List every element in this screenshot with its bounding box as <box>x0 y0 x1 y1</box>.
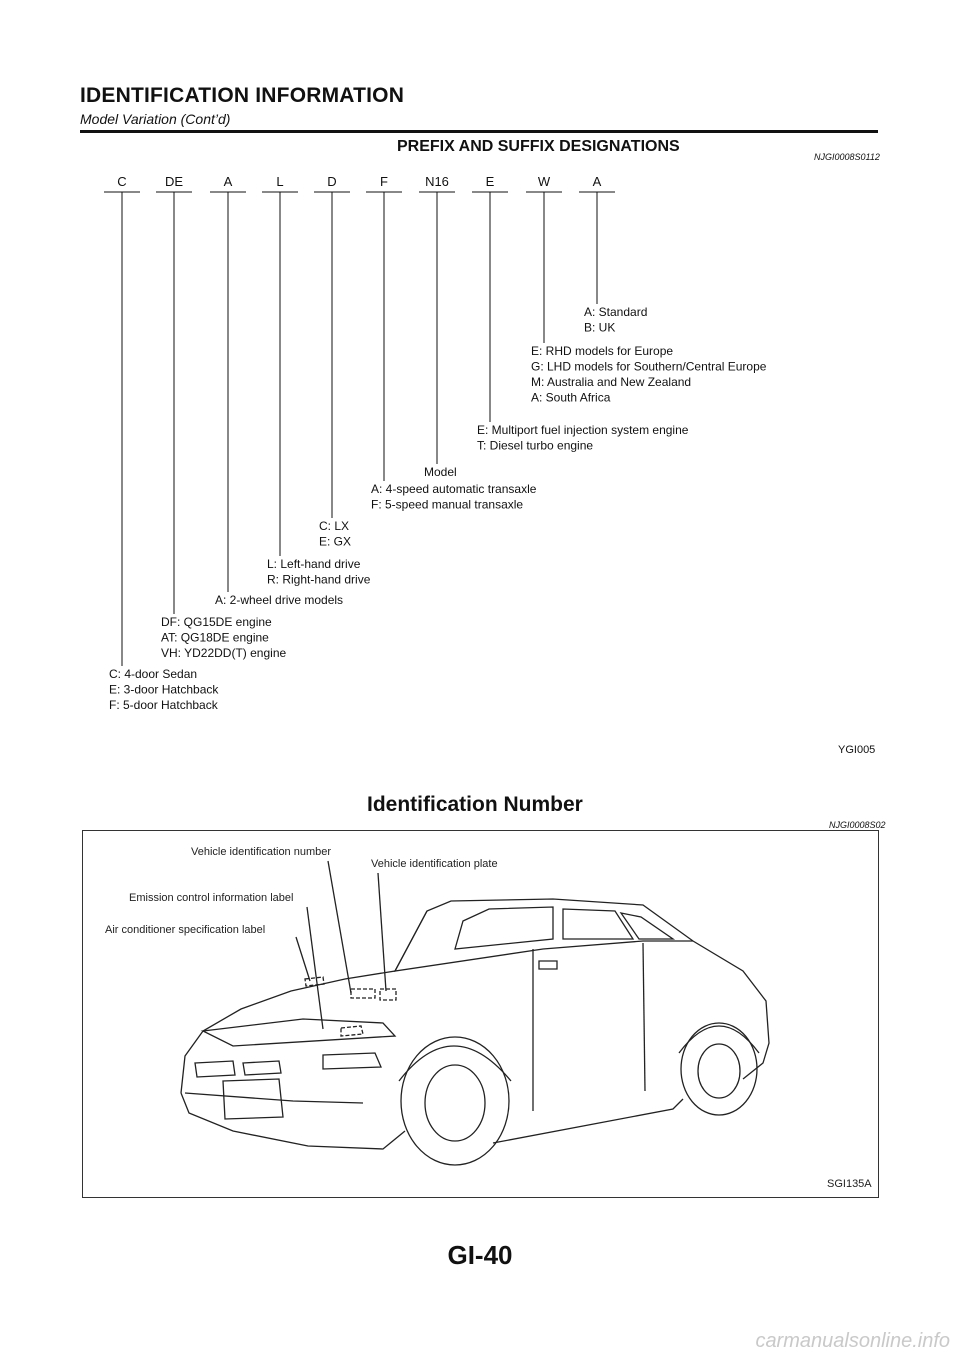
designation-description: VH: YD22DD(T) engine <box>161 646 287 660</box>
designation-letter: A <box>592 174 602 189</box>
identification-number-title: Identification Number <box>367 793 583 816</box>
designation-letter: E <box>485 174 495 189</box>
designation-description: C: 4-door Sedan <box>109 667 198 681</box>
designation-description: R: Right-hand drive <box>267 572 371 587</box>
designation-description: A: Standard <box>584 305 648 319</box>
emission-leader <box>307 907 323 1029</box>
plate-location <box>380 989 396 1000</box>
designation-description: T: Diesel turbo engine <box>477 438 594 453</box>
designation-description: DF: QG15DE engine <box>161 615 272 629</box>
identification-number-ref: NJGI0008S02 <box>829 820 886 830</box>
designation-description: M: Australia and New Zealand <box>531 375 692 389</box>
designation-description: L: Left-hand drive <box>267 557 361 571</box>
designation-description: A: 4-speed automatic transaxle <box>371 482 537 496</box>
designation-letter: A <box>223 174 233 189</box>
designation-letter: L <box>276 174 284 189</box>
designation-description: G: LHD models for Southern/Central Europe <box>531 359 767 374</box>
aircon-label: Air conditioner specification label <box>105 924 266 936</box>
designation-letter: C <box>117 174 127 189</box>
designation-description: E: GX <box>319 534 352 549</box>
page-number: GI-40 <box>447 1240 513 1270</box>
page-header-subtitle: Model Variation (Cont’d) <box>80 111 231 127</box>
designation-description: C: LX <box>319 519 350 533</box>
vin-location <box>351 989 375 998</box>
vin-label: Vehicle identification number <box>191 846 332 858</box>
aircon-leader <box>296 937 310 981</box>
car-outline <box>181 899 769 1149</box>
emission-location <box>341 1026 363 1036</box>
designation-letter: D <box>327 174 337 189</box>
designation-letter: N16 <box>425 174 449 189</box>
emission-label: Emission control information label <box>129 892 294 904</box>
footer-watermark-url: carmanualsonline.info <box>755 1330 950 1352</box>
vin-leader <box>328 861 351 993</box>
designation-description: F: 5-speed manual transaxle <box>371 497 524 512</box>
designation-description: E: RHD models for Europe <box>531 344 674 358</box>
page-header-title: IDENTIFICATION INFORMATION <box>80 84 405 107</box>
designation-description: A: 2-wheel drive models <box>215 593 344 607</box>
designation-description: E: Multiport fuel injection system engine <box>477 423 689 437</box>
designation-description: Model <box>424 465 457 479</box>
front-wheel <box>399 1037 511 1165</box>
rear-wheel <box>679 1023 759 1115</box>
designation-letter: DE <box>164 174 184 189</box>
car-illustration <box>83 831 878 1197</box>
designation-letter: W <box>537 174 551 189</box>
prefix-suffix-title: PREFIX AND SUFFIX DESIGNATIONS <box>397 138 680 155</box>
car-illustration-frame <box>82 830 879 1198</box>
designation-description: A: South Africa <box>531 390 611 405</box>
plate-label: Vehicle identification plate <box>371 858 498 870</box>
designation-description: E: 3-door Hatchback <box>109 682 219 697</box>
designation-letter: F <box>380 174 388 189</box>
designation-figure-code: YGI005 <box>838 744 876 756</box>
designation-description: B: UK <box>584 320 616 335</box>
designation-description: AT: QG18DE engine <box>161 630 269 645</box>
car-figure-code: SGI135A <box>827 1178 872 1190</box>
designation-description: F: 5-door Hatchback <box>109 698 218 712</box>
prefix-suffix-ref: NJGI0008S0112 <box>814 152 880 162</box>
